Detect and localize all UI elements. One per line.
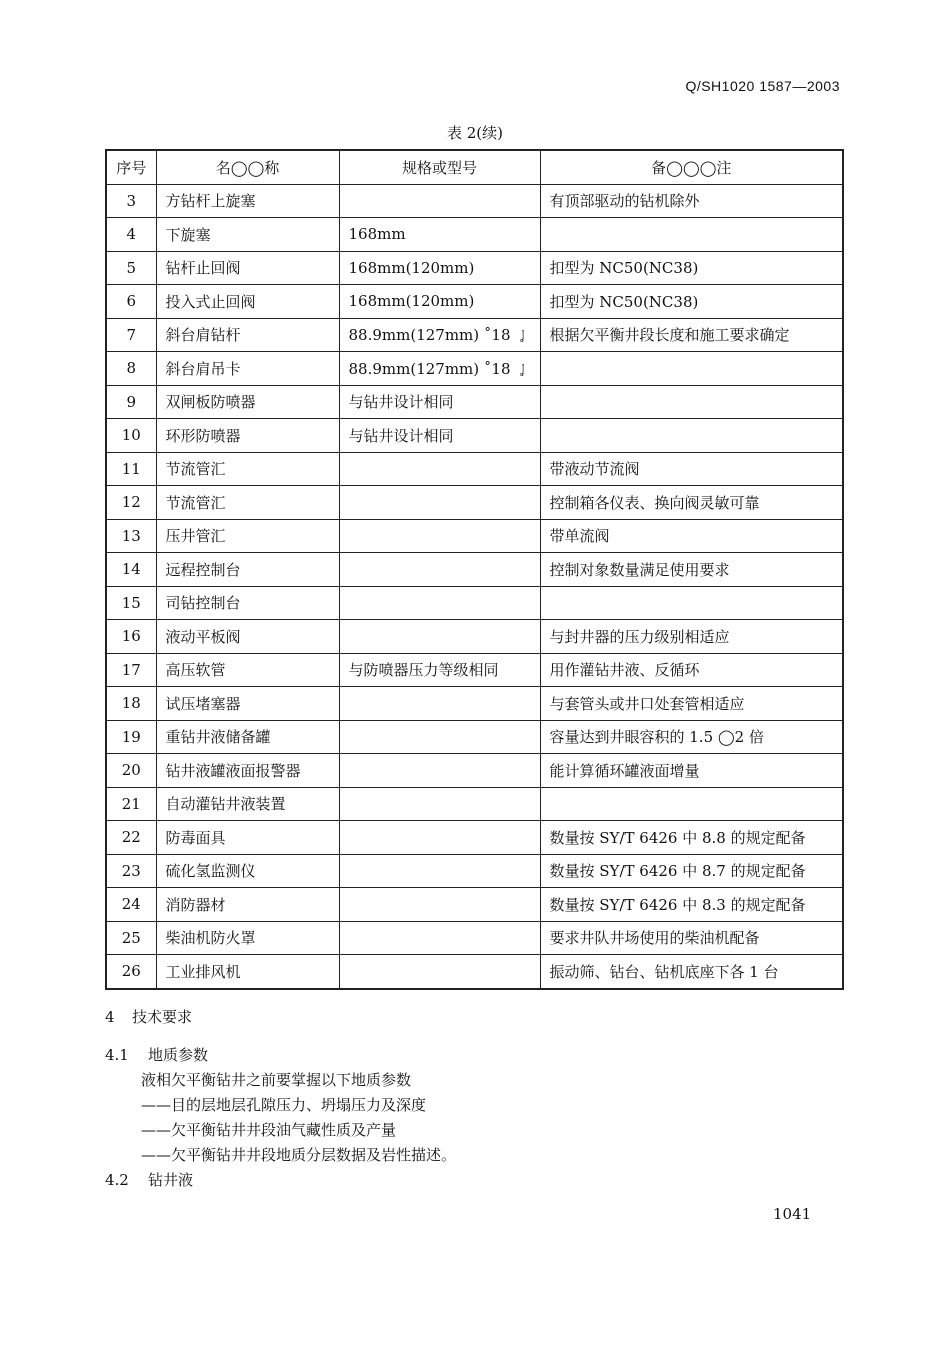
item-spec: 168mm(120mm) — [339, 251, 540, 285]
section-title: 技术要求 — [132, 1008, 193, 1026]
item-spec — [339, 821, 540, 855]
table-row — [106, 720, 843, 754]
item-spec: 168mm — [339, 218, 540, 252]
table-row — [106, 553, 843, 587]
item-remark: 控制对象数量满足使用要求 — [540, 553, 843, 587]
equipment-table — [105, 149, 844, 990]
table-row — [106, 285, 843, 319]
row-number: 7 — [106, 318, 156, 352]
table-body — [106, 184, 843, 989]
list-item: ——欠平衡钻井井段地质分层数据及岩性描述。 — [141, 1146, 457, 1164]
item-remark: 根据欠平衡井段长度和施工要求确定 — [540, 318, 843, 352]
item-name: 节流管汇 — [156, 452, 339, 486]
table-row — [106, 955, 843, 989]
row-number: 9 — [106, 385, 156, 419]
row-number: 3 — [106, 184, 156, 218]
item-name: 双闸板防喷器 — [156, 385, 339, 419]
row-number: 24 — [106, 888, 156, 922]
table-caption: 表 2(续) — [446, 124, 504, 142]
table-row — [106, 352, 843, 386]
table-row — [106, 184, 843, 218]
item-spec — [339, 553, 540, 587]
item-name: 柴油机防火罩 — [156, 921, 339, 955]
item-name: 压井管汇 — [156, 519, 339, 553]
header-remark: 备◯◯◯注 — [540, 150, 843, 184]
row-number: 21 — [106, 787, 156, 821]
table-row — [106, 586, 843, 620]
item-name: 重钻井液储备罐 — [156, 720, 339, 754]
row-number: 26 — [106, 955, 156, 989]
item-spec — [339, 955, 540, 989]
item-spec — [339, 720, 540, 754]
table-row — [106, 854, 843, 888]
row-number: 5 — [106, 251, 156, 285]
row-number: 20 — [106, 754, 156, 788]
item-spec — [339, 586, 540, 620]
item-remark: 控制箱各仪表、换向阀灵敏可靠 — [540, 486, 843, 520]
list-item: ——目的层地层孔隙压力、坍塌压力及深度 — [141, 1096, 427, 1114]
item-spec: 与防喷器压力等级相同 — [339, 653, 540, 687]
item-name: 防毒面具 — [156, 821, 339, 855]
row-number: 22 — [106, 821, 156, 855]
item-remark: 有顶部驱动的钻机除外 — [540, 184, 843, 218]
item-remark — [540, 385, 843, 419]
item-spec — [339, 754, 540, 788]
item-spec: 与钻井设计相同 — [339, 385, 540, 419]
table-row — [106, 385, 843, 419]
section-4-2-heading — [105, 1169, 193, 1190]
item-remark: 扣型为 NC50(NC38) — [540, 285, 843, 319]
item-spec — [339, 486, 540, 520]
item-spec — [339, 452, 540, 486]
section-4-1-intro: 液相欠平衡钻井之前要掌握以下地质参数 — [141, 1071, 412, 1089]
item-spec: 与钻井设计相同 — [339, 419, 540, 453]
row-number: 14 — [106, 553, 156, 587]
item-remark: 带液动节流阀 — [540, 452, 843, 486]
section-4-heading — [105, 1006, 192, 1027]
section-title: 地质参数 — [148, 1046, 209, 1064]
item-remark: 与封井器的压力级别相适应 — [540, 620, 843, 654]
row-number: 23 — [106, 854, 156, 888]
item-spec — [339, 787, 540, 821]
table-row — [106, 251, 843, 285]
item-spec — [339, 519, 540, 553]
item-name: 高压软管 — [156, 653, 339, 687]
item-remark: 数量按 SY/T 6426 中 8.7 的规定配备 — [540, 854, 843, 888]
item-spec — [339, 620, 540, 654]
table-row — [106, 787, 843, 821]
section-title: 钻井液 — [148, 1171, 194, 1189]
table-row — [106, 486, 843, 520]
section-4-1-heading — [105, 1044, 208, 1065]
item-name: 下旋塞 — [156, 218, 339, 252]
header-number: 序号 — [106, 150, 156, 184]
table-row — [106, 921, 843, 955]
table-row — [106, 218, 843, 252]
table-row — [106, 754, 843, 788]
row-number: 6 — [106, 285, 156, 319]
row-number: 25 — [106, 921, 156, 955]
item-name: 斜台肩吊卡 — [156, 352, 339, 386]
row-number: 18 — [106, 687, 156, 721]
table-row — [106, 687, 843, 721]
row-number: 12 — [106, 486, 156, 520]
item-name: 试压堵塞器 — [156, 687, 339, 721]
table-row — [106, 519, 843, 553]
item-remark: 容量达到井眼容积的 1.5 ◯2 倍 — [540, 720, 843, 754]
table-row — [106, 452, 843, 486]
item-name: 消防器材 — [156, 888, 339, 922]
item-name: 工业排风机 — [156, 955, 339, 989]
item-remark: 数量按 SY/T 6426 中 8.3 的规定配备 — [540, 888, 843, 922]
item-spec — [339, 888, 540, 922]
row-number: 13 — [106, 519, 156, 553]
item-remark — [540, 352, 843, 386]
item-spec — [339, 687, 540, 721]
item-spec — [339, 854, 540, 888]
item-remark: 扣型为 NC50(NC38) — [540, 251, 843, 285]
table-row — [106, 821, 843, 855]
item-remark: 与套管头或井口处套管相适应 — [540, 687, 843, 721]
standard-code: Q/SH1020 1587—2003 — [685, 78, 840, 94]
item-name: 远程控制台 — [156, 553, 339, 587]
row-number: 8 — [106, 352, 156, 386]
item-spec — [339, 921, 540, 955]
item-name: 斜台肩钻杆 — [156, 318, 339, 352]
item-name: 司钻控制台 — [156, 586, 339, 620]
item-spec — [339, 184, 540, 218]
section-number: 4 — [105, 1008, 115, 1026]
item-name: 投入式止回阀 — [156, 285, 339, 319]
item-name: 节流管汇 — [156, 486, 339, 520]
item-name: 方钻杆上旋塞 — [156, 184, 339, 218]
item-spec: 88.9mm(127mm) ˚18 ㆳ — [339, 318, 540, 352]
item-remark: 带单流阀 — [540, 519, 843, 553]
row-number: 15 — [106, 586, 156, 620]
row-number: 11 — [106, 452, 156, 486]
item-remark: 能计算循环罐液面增量 — [540, 754, 843, 788]
item-remark — [540, 419, 843, 453]
section-number: 4.2 — [105, 1171, 129, 1189]
header-spec: 规格或型号 — [339, 150, 540, 184]
list-item: ——欠平衡钻井井段油气藏性质及产量 — [141, 1121, 397, 1139]
header-name: 名◯◯称 — [156, 150, 339, 184]
item-remark: 用作灌钻井液、反循环 — [540, 653, 843, 687]
item-name: 硫化氢监测仪 — [156, 854, 339, 888]
item-remark — [540, 787, 843, 821]
row-number: 17 — [106, 653, 156, 687]
row-number: 19 — [106, 720, 156, 754]
row-number: 4 — [106, 218, 156, 252]
row-number: 16 — [106, 620, 156, 654]
item-name: 钻井液罐液面报警器 — [156, 754, 339, 788]
table-row — [106, 419, 843, 453]
item-name: 环形防喷器 — [156, 419, 339, 453]
item-remark: 数量按 SY/T 6426 中 8.8 的规定配备 — [540, 821, 843, 855]
item-name: 液动平板阀 — [156, 620, 339, 654]
item-remark — [540, 586, 843, 620]
table-header-row — [106, 150, 843, 184]
table-row — [106, 620, 843, 654]
item-remark — [540, 218, 843, 252]
table-row — [106, 653, 843, 687]
table-row — [106, 318, 843, 352]
row-number: 10 — [106, 419, 156, 453]
item-name: 自动灌钻井液装置 — [156, 787, 339, 821]
item-name: 钻杆止回阀 — [156, 251, 339, 285]
section-number: 4.1 — [105, 1046, 129, 1064]
item-remark: 要求井队井场使用的柴油机配备 — [540, 921, 843, 955]
item-remark: 振动筛、钻台、钻机底座下各 1 台 — [540, 955, 843, 989]
item-spec: 88.9mm(127mm) ˚18 ㆳ — [339, 352, 540, 386]
item-spec: 168mm(120mm) — [339, 285, 540, 319]
page-number: 1041 — [773, 1205, 812, 1223]
table-row — [106, 888, 843, 922]
